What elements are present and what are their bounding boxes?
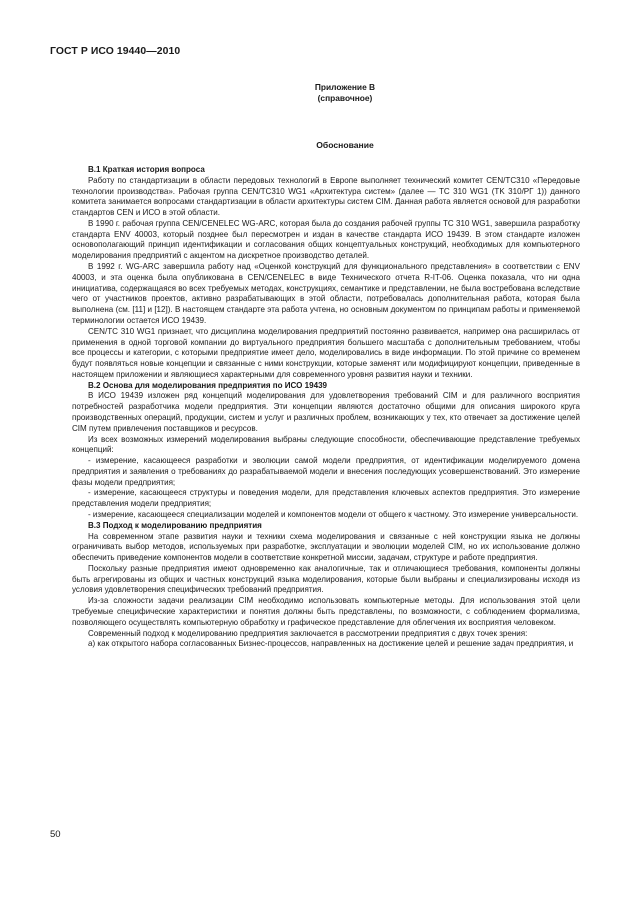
paragraph: В 1992 г. WG-ARC завершила работу над «Оценкой конструкций для функционального представления» в соответствии с ENV 40003, и эта оценка была опубликована в CEN/CENELEC в виде Технического отчета R-IT-06. Оценка показала, что ни одна инициатива, содержащаяся во всех требуемых методах, конструкциях, семантике и представлении, не была востребована вследствие чего от участников проектов, активно разрабатывающих в этой области, потребовалась дополнительная работа, которая была выполнена (см. [11] и [12]). В настоящем стандарте эта работа учтена, но основным документом по принципам работы и применяемой терминологии остается ИСО 19439. [72, 262, 580, 325]
paragraph: CEN/TC 310 WG1 признает, что дисциплина моделирования предприятий постоянно развивается, например она расширилась от применения в одной торговой компании до виртуального предприятия большего масштаба с дополнительным требованием, чтобы все процессы и категории, с которыми предприятие имеет дело, моделировались в виде информации. По этой причине со временем будут появляться новые концепции и связанные с ними конструкции, которые заменят или модифицируют концепции, приведенные в настоящем приложении и являющиеся характерными для современного уровня развития науки и техники. [72, 326, 580, 379]
list-item: - измерение, касающееся структуры и поведения модели, для представления ключевых аспектов предприятия. Это измерение представления модели предприятия; [72, 488, 580, 509]
document-title: Обоснование [316, 140, 374, 150]
list-item: - измерение, касающееся разработки и эволюции самой модели предприятия, от идентификации моделируемого домена предприятия и заявления о требованиях до разрабатываемой модели и внесения последующих усовершенствований. Это измерение фазы модели предприятия; [72, 456, 580, 487]
section-heading: В.3 Подход к моделированию предприятия [88, 520, 262, 530]
page-number: 50 [50, 829, 61, 840]
standard-header: ГОСТ Р ИСО 19440—2010 [50, 46, 181, 57]
paragraph: Из-за сложности задачи реализации CIM необходимо использовать компьютерные методы. Для использования этой цели требуемые специфические характеристики и понятия должны быть представлены, по возможности, с соблюдением формализма, позволяющего осуществлять компьютерную обработку и графическое представление для облегчения их восприятия человеком. [72, 596, 580, 627]
document-body [72, 165, 580, 650]
list-item: - измерение, касающееся специализации моделей и компонентов модели от общего к частному. Это измерение универсальности. [88, 510, 579, 519]
section-heading: В.1 Краткая история вопроса [88, 165, 205, 174]
paragraph: На современном этапе развития науки и техники схема моделирования и связанные с ней конструкции языка не должны ограничивать выбор методов, используемых при разработке, эксплуатации и эволюции моделей CIM, но их использование должно обеспечить приведение компонентов модели в соответствие конкретной миссии, задачам, структуре и работе предприятия. [72, 531, 580, 563]
appendix-heading [0, 82, 630, 104]
paragraph: В 1990 г. рабочая группа CEN/CENELEC WG-ARC, которая была до создания рабочей группы TC 310 WG1, завершила разработку стандарта ENV 40003, который позднее был пересмотрен и издан в качестве стандарта ИСО 19439. В этом стандарте изложен основополагающий принцип идентификации и согласования общих концептуальных конструкций, необходимых для компьютерного моделирования предприятий с акцентом на дискретное производство деталей. [72, 218, 580, 261]
list-item: а) как открытого набора согласованных Бизнес-процессов, направленных на достижение целей и решение задач предприятия, и [88, 639, 574, 649]
appendix-subtitle: (справочное) [317, 93, 373, 103]
section-heading: В.2 Основа для моделирования предприятия по ИСО 19439 [88, 380, 328, 390]
paragraph: В ИСО 19439 изложен ряд концепций моделирования для удовлетворения требований CIM и для различного восприятия потребностей разработчика модели предприятия. Эти концепции являются достаточно общими для описания широкого круга производственных операций, продукции, систем и услуг и различных проблем, возникающих у тех, кто отвечает за достижение целей CIM путем привлечения поставщиков и ресурсов. [72, 391, 580, 433]
paragraph: Поскольку разные предприятия имеют одновременно как аналогичные, так и отличающиеся требования, компоненты должны быть агрегированы из общих и частных конструкций языка моделирования, которые были выбраны и специализированы исходя из условия удовлетворения специфических требований предприятия. [72, 563, 580, 595]
appendix-title: Приложение В [314, 82, 376, 92]
paragraph: Из всех возможных измерений моделирования выбраны следующие способности, обеспечивающие представление требуемых концепций: [72, 434, 580, 455]
paragraph: Современный подход к моделированию предприятия заключается в рассмотрении предприятия с двух точек зрения: [88, 628, 528, 638]
paragraph: Работу по стандартизации в области передовых технологий в Европе выполняет технический комитет CEN/TC310 «Передовые технологии производства». Рабочая группа CEN/TC310 WG1 «Архитектура систем» (далее — TC 310 WG1 (TK 310/РГ 1)) данного комитета занимается вопросами стандартизации в области архитектуры систем CIM. Данная работа является основой для разработки стандартов CEN и ИСО в этой области. [72, 175, 580, 218]
